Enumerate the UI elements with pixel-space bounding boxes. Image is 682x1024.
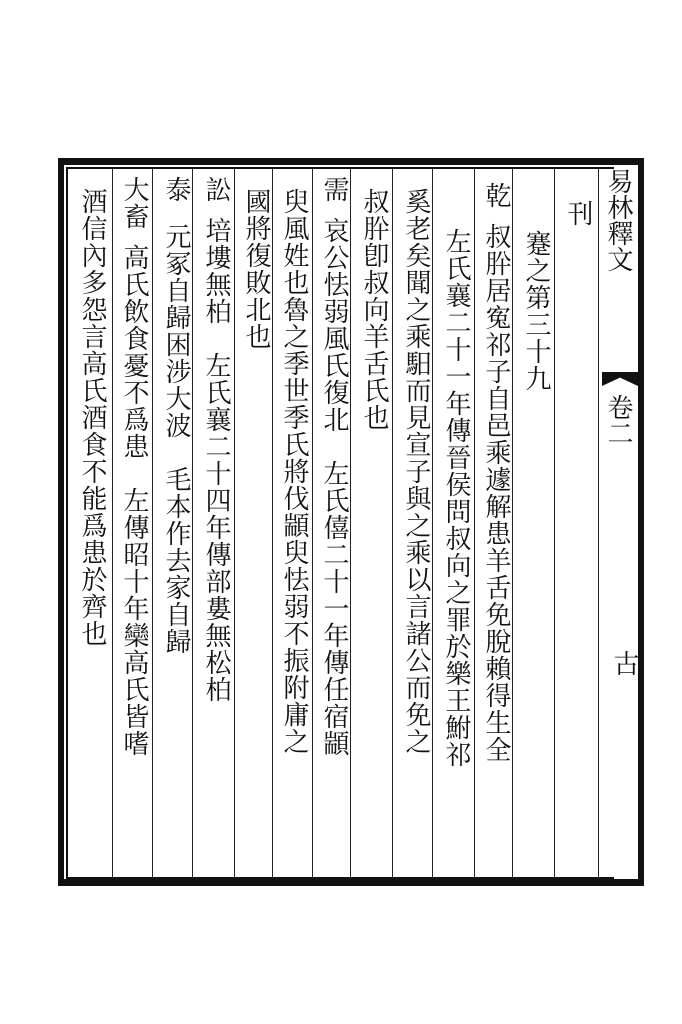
column-rule <box>598 168 599 878</box>
text-column-13: 酒信內多怨言高氏酒食不能爲患於齊也 <box>77 188 107 647</box>
text-column-8: 臾風姓也魯之季世季氏將伐顓臾怯弱不振附庸之 <box>279 188 309 755</box>
text-column-12: 大畜 高氏飲食憂不爲患 左傳昭十年欒高氏皆嗜 <box>119 176 149 757</box>
text-column-7: 需 哀公怯弱風氏復北 左氏僖二十一年傳任宿顓 <box>319 176 349 757</box>
text-column-9: 國將復敗北也 <box>241 188 271 350</box>
text-column-3: 乾 叔肸居寃祁子自邑乘遽解患羊舌免脫賴得生全 <box>481 182 511 763</box>
text-column-1: 刊 <box>563 200 593 227</box>
text-column-6: 叔肸卽叔向羊舌氏也 <box>359 188 389 431</box>
volume-label: 卷二 <box>603 394 633 446</box>
text-column-11: 泰 元冢自歸困涉大波 毛本作去家自歸 <box>161 176 191 655</box>
column-rule <box>112 168 113 878</box>
text-column-10: 訟 培塿無柏 左氏襄二十四年傳部婁無松柏 <box>201 176 231 703</box>
text-column-2: 蹇之第三十九 <box>521 230 551 392</box>
book-title: 易林釋文 <box>603 168 633 272</box>
text-column-5: 奚老矣聞之乘馹而見宣子與之乘以言諸公而免之 <box>401 188 431 755</box>
folio-number: 古 <box>609 650 639 676</box>
text-column-4: 左氏襄二十一年傳晉侯問叔向之罪於樂王鮒祁 <box>441 228 471 768</box>
